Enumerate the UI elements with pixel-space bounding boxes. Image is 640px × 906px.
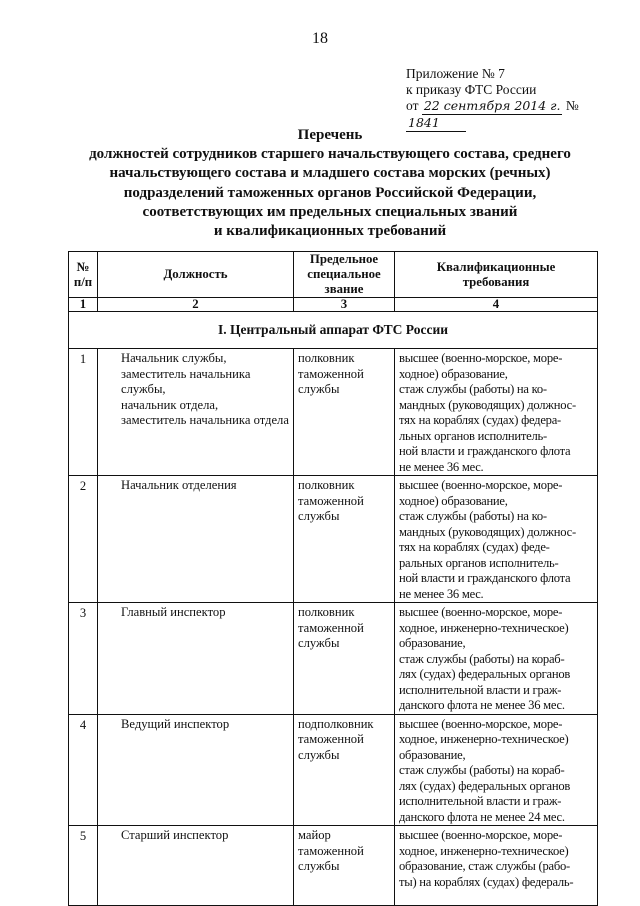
row-requirements-line: льных органов исполнитель- [399, 428, 547, 443]
header-requirements: Квалификационные требования [395, 252, 598, 298]
header-position: Должность [98, 252, 294, 298]
row-rank [294, 476, 395, 603]
row-requirements-line: лях (судах) федеральных органов [399, 778, 571, 793]
row-requirements-line: исполнительной власти и граж- [399, 794, 562, 808]
row-requirements-line: высшее (военно-морское, море- [399, 828, 563, 842]
row-position [98, 714, 294, 826]
col-number-4: 4 [395, 298, 598, 312]
row-position [98, 349, 294, 476]
row-requirements-line: ходное) образование, [399, 366, 508, 381]
row-rank [294, 603, 395, 715]
row-number-line: 5 [79, 829, 87, 843]
appendix-block [406, 66, 640, 132]
title-line-2: должностей сотрудников старшего начальствующего состава, среднего [89, 146, 571, 163]
row-position-line: заместитель начальника службы, [121, 366, 251, 396]
row-number-line: 3 [79, 606, 87, 620]
row-requirements-line: ходное, инженерно-техническое) [399, 732, 569, 746]
row-requirements-line: образование, [399, 747, 466, 762]
appendix-line-2: к приказу ФТС России [406, 82, 537, 97]
row-requirements [395, 714, 598, 826]
section-title: I. Центральный аппарат ФТС России [69, 312, 598, 349]
row-requirements-line: тях на кораблях (судах) феде- [399, 540, 550, 554]
row-position [98, 826, 294, 906]
row-requirements-line: тях на кораблях (судах) федера- [399, 413, 562, 427]
positions-table [68, 251, 598, 906]
row-rank-line: службы [298, 509, 340, 523]
row-requirements-line: стаж службы (работы) на кораб- [399, 763, 565, 777]
row-requirements-line: стаж службы (работы) на ко- [399, 509, 547, 523]
col-number-1: 1 [69, 298, 98, 312]
row-number [69, 826, 98, 906]
row-requirements [395, 603, 598, 715]
title-line-1: Перечень [297, 127, 363, 143]
appendix-prefix: от [406, 98, 419, 113]
row-requirements-line: исполнительной власти и граж- [399, 682, 562, 697]
row-requirements-line: стаж службы (работы) на ко- [399, 382, 547, 396]
table-row [69, 603, 598, 715]
header-row [69, 252, 598, 298]
col-number-3: 3 [294, 298, 395, 312]
row-requirements-line: стаж службы (работы) на кораб- [399, 651, 565, 666]
row-requirements-line: ходное) образование, [399, 493, 508, 508]
table-row [69, 349, 598, 476]
row-position-line: Старший инспектор [121, 828, 229, 842]
row-requirements-line: высшее (военно-морское, море- [399, 716, 563, 731]
column-number-row [69, 298, 598, 312]
row-number-line: 2 [79, 479, 87, 493]
appendix-date: 22 сентября 2014 г. [423, 98, 561, 113]
row-requirements [395, 476, 598, 603]
title-line-6: и квалификационных требований [213, 223, 447, 240]
row-position-line: Ведущий инспектор [121, 716, 230, 731]
row-position-line: Главный инспектор [121, 605, 226, 619]
title-line-4: подразделений таможенных органов Российской Федерации, [123, 184, 537, 201]
row-rank-line: подполковник [298, 716, 374, 731]
row-requirements-line: высшее (военно-морское, море- [399, 351, 563, 365]
row-requirements-line: данского флота не менее 24 мес. [399, 809, 565, 824]
document-title [40, 126, 620, 241]
row-number [69, 603, 98, 715]
row-requirements-line: образование, стаж службы (рабо- [399, 859, 570, 873]
header-num: № п/п [69, 252, 98, 298]
row-requirements-line: ральных органов исполнитель- [399, 555, 559, 570]
row-requirements [395, 826, 598, 906]
row-rank-line: полковник [298, 478, 355, 492]
row-rank [294, 349, 395, 476]
row-requirements-line: высшее (военно-морское, море- [399, 478, 563, 492]
section-row [69, 312, 598, 349]
row-requirements-line: ной власти и гражданского флота [399, 444, 571, 458]
row-number-line: 1 [79, 352, 87, 366]
row-rank [294, 714, 395, 826]
table-row [69, 476, 598, 603]
row-rank-line: службы [298, 382, 340, 396]
row-rank-line: полковник [298, 605, 355, 619]
header-rank: Предельное специальное звание [294, 252, 395, 298]
row-rank-line: службы [298, 859, 340, 873]
row-requirements-line: данского флота не менее 36 мес. [399, 698, 565, 712]
row-rank-line: таможенной [298, 493, 364, 508]
appendix-line-1: Приложение № 7 [406, 66, 505, 81]
row-requirements-line: мандных (руководящих) должнос- [399, 524, 576, 539]
table-row [69, 826, 598, 906]
row-position [98, 603, 294, 715]
row-requirements-line: мандных (руководящих) должнос- [399, 397, 576, 412]
row-requirements-line: лях (судах) федеральных органов [399, 667, 571, 681]
row-rank-line: таможенной [298, 366, 364, 381]
col-number-2: 2 [98, 298, 294, 312]
row-rank-line: майор [298, 828, 331, 842]
row-number-line: 4 [79, 717, 87, 732]
row-requirements-line: ходное, инженерно-техническое) [399, 843, 569, 858]
row-rank-line: таможенной [298, 620, 364, 635]
row-number [69, 714, 98, 826]
row-rank [294, 826, 395, 906]
row-number [69, 476, 98, 603]
row-requirements-line: не менее 36 мес. [399, 586, 484, 601]
appendix-number: 1841 [406, 115, 466, 132]
row-requirements-line: ной власти и гражданского флота [399, 571, 571, 585]
page-number: 18 [312, 30, 328, 47]
row-position-line: заместитель начальника отдела [121, 413, 289, 427]
row-requirements-line: не менее 36 мес. [399, 459, 484, 474]
row-rank-line: таможенной [298, 732, 364, 746]
appendix-no-label: № [565, 98, 579, 113]
row-position-line: начальник отдела, [121, 397, 219, 412]
row-requirements-line: образование, [399, 636, 466, 650]
title-line-3: начальствующего состава и младшего состава морских (речных) [109, 165, 551, 182]
row-requirements [395, 349, 598, 476]
row-position-line: Начальник службы, [121, 351, 227, 365]
row-requirements-line: высшее (военно-морское, море- [399, 605, 563, 619]
row-rank-line: службы [298, 747, 340, 762]
table-row [69, 714, 598, 826]
title-line-5: соответствующих им предельных специальных званий [142, 203, 518, 220]
row-requirements-line: ходное, инженерно-техническое) [399, 620, 569, 635]
row-number [69, 349, 98, 476]
row-position-line: Начальник отделения [121, 478, 237, 492]
row-rank-line: таможенной [298, 843, 364, 858]
row-rank-line: полковник [298, 351, 355, 365]
row-requirements-line: ты) на кораблях (судах) федераль- [399, 874, 574, 889]
row-rank-line: службы [298, 636, 340, 650]
row-position [98, 476, 294, 603]
